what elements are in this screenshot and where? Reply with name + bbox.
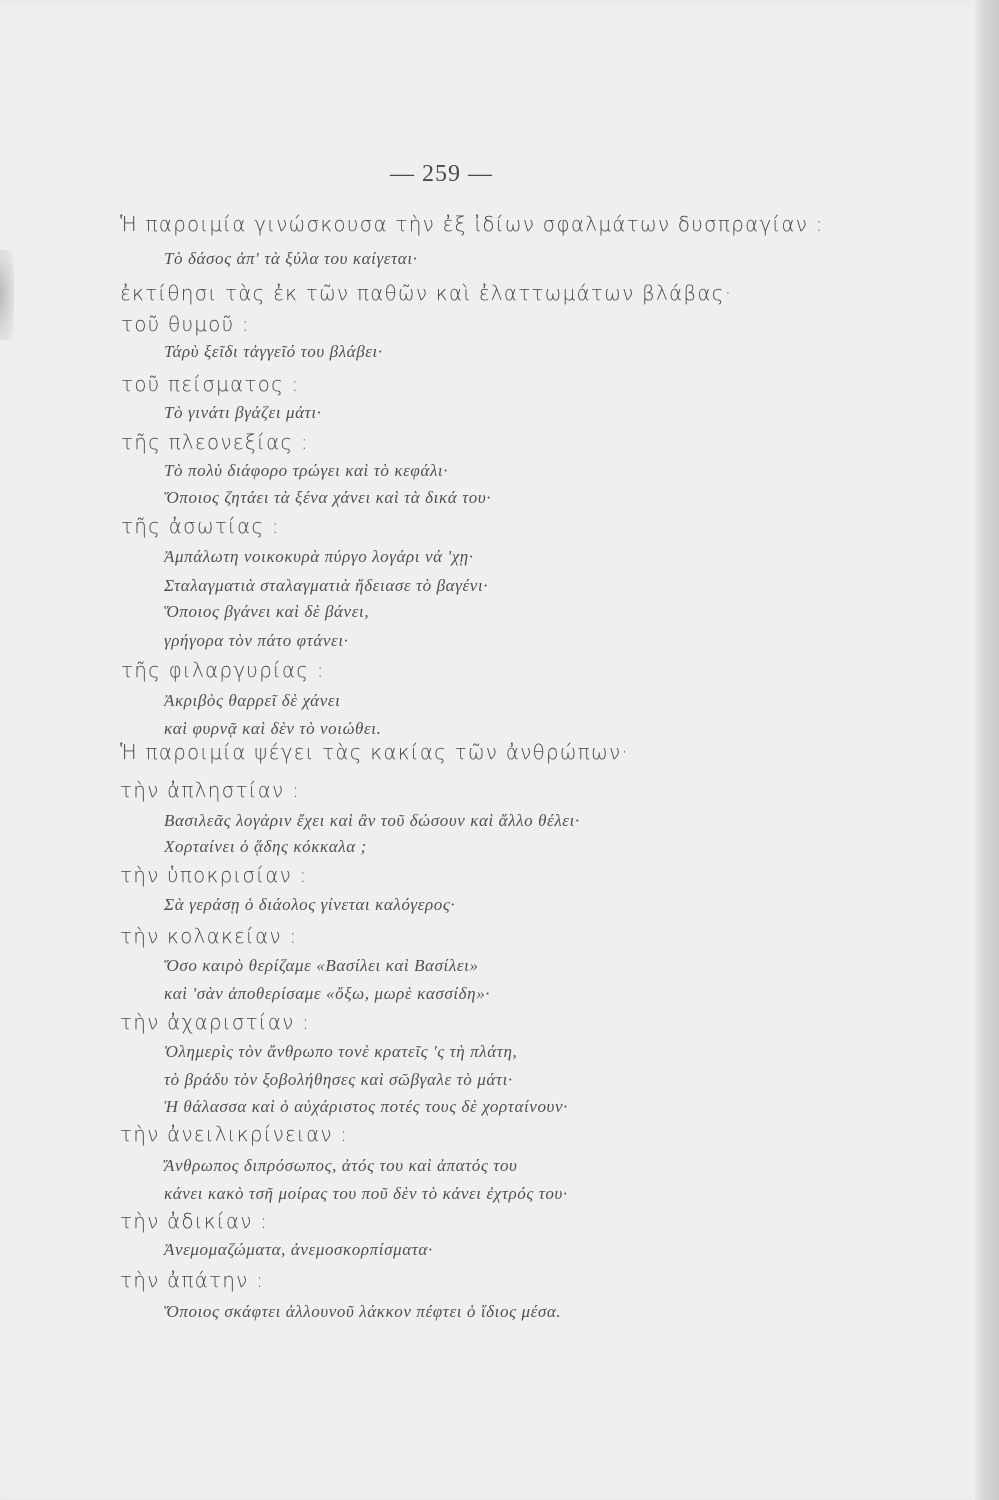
binding-shadow [0,250,14,340]
category-heading: τὴν ἀνειλικρίνειαν : [120,1122,349,1146]
proverb-line: Ἡ θάλασσα καὶ ὁ αὐχάριστος ποτές τους δὲ χορταίνουν· [164,1097,568,1116]
category-heading: τὴν ὑποκρισίαν : [120,863,308,887]
proverb-line: καὶ φυρνᾷ καὶ δὲν τὸ νοιώθει. [164,719,382,738]
category-heading: τοῦ πείσματος : [121,372,300,396]
page-edge [972,0,999,1500]
proverb-line: Ἄνθρωπος διπρόσωπος, ἀτός του καὶ ἀπατός του [164,1156,518,1175]
proverb-line: καὶ 'σὰν ἀποθερίσαμε «ὄξω, μωρὲ κασσίδη»· [164,984,491,1003]
proverb-line: κάνει κακὸ τσῆ μοίρας του ποῦ δὲν τὸ κάνει ἐχτρός του· [164,1184,568,1203]
section-heading: ἐκτίθησι τὰς ἐκ τῶν παθῶν καὶ ἐλαττωμάτων βλάβας· [120,281,733,305]
category-heading: τὴν ἀπληστίαν : [120,778,300,802]
category-heading: τὴν ἀχαριστίαν : [120,1010,311,1034]
proverb-line: Τὸ δάσος ἀπ' τὰ ξύλα του καίγεται· [164,249,418,268]
category-heading: τῆς πλεονεξίας : [121,430,309,454]
proverb-line: Σὰ γεράσῃ ὁ διάολος γίνεται καλόγερος· [164,895,456,914]
category-heading: τῆς φιλαργυρίας : [121,658,325,682]
proverb-line: Ἀκριβὸς θαρρεῖ δὲ χάνει [164,691,341,710]
intro-heading: Ἡ παροιμία γινώσκουσα τὴν ἐξ ἰδίων σφαλμάτων δυσπραγίαν : [120,212,824,236]
proverb-line: Βασιλεᾶς λογάριν ἔχει καὶ ἂν τοῦ δώσουν καὶ ἄλλο θέλει· [164,811,580,830]
proverb-line: Σταλαγματιὰ σταλαγματιὰ ἤδειασε τὸ βαγένι· [164,576,489,595]
proverb-line: γρήγορα τὸν πάτο φτάνει· [164,631,349,650]
category-heading: τῆς ἀσωτίας : [121,514,280,538]
proverb-line: Ἀνεμομαζώματα, ἀνεμοσκορπίσματα· [164,1240,433,1259]
proverb-line: Ὅποιος ζητάει τὰ ξένα χάνει καὶ τὰ δικά του· [164,488,492,507]
proverb-line: Ἀμπάλωτη νοικοκυρὰ πύργο λογάρι νά 'χῃ· [164,547,474,566]
proverb-line: Ὁλημερὶς τὸν ἄνθρωπο τονὲ κρατεῖς 'ς τὴ πλάτη, [164,1042,518,1061]
category-heading: τὴν ἀπάτην : [120,1268,265,1292]
category-heading: τὴν κολακείαν : [120,924,298,948]
proverb-line: Ὅσο καιρὸ θερίζαμε «Βασίλει καὶ Βασίλει» [164,956,479,975]
page-number: — 259 — [390,161,493,187]
proverb-line: Ὅποιος σκάφτει ἀλλουνοῦ λάκκον πέφτει ὁ ἴδιος μέσα. [164,1302,562,1321]
proverb-line: Τάρὺ ξεῖδι τἀγγεῖό του βλάβει· [164,342,383,361]
proverb-line: Χορταίνει ὁ ᾅδης κόκκαλα ; [164,837,367,856]
proverb-line: τὸ βράδυ τὸν ξοβολήθησες καὶ σῶβγαλε τὸ μάτι· [164,1070,513,1089]
category-heading: τὴν ἀδικίαν : [120,1209,269,1233]
proverb-line: Ὅποιος βγάνει καὶ δὲ βάνει, [164,602,370,621]
proverb-line: Τὸ πολὺ διάφορο τρώγει καὶ τὸ κεφάλι· [164,461,449,480]
proverb-line: Τὸ γινάτι βγάζει μάτι· [164,403,322,422]
category-heading: τοῦ θυμοῦ : [121,312,250,336]
section-heading: Ἡ παροιμία ψέγει τὰς κακίας τῶν ἀνθρώπων· [120,740,629,764]
